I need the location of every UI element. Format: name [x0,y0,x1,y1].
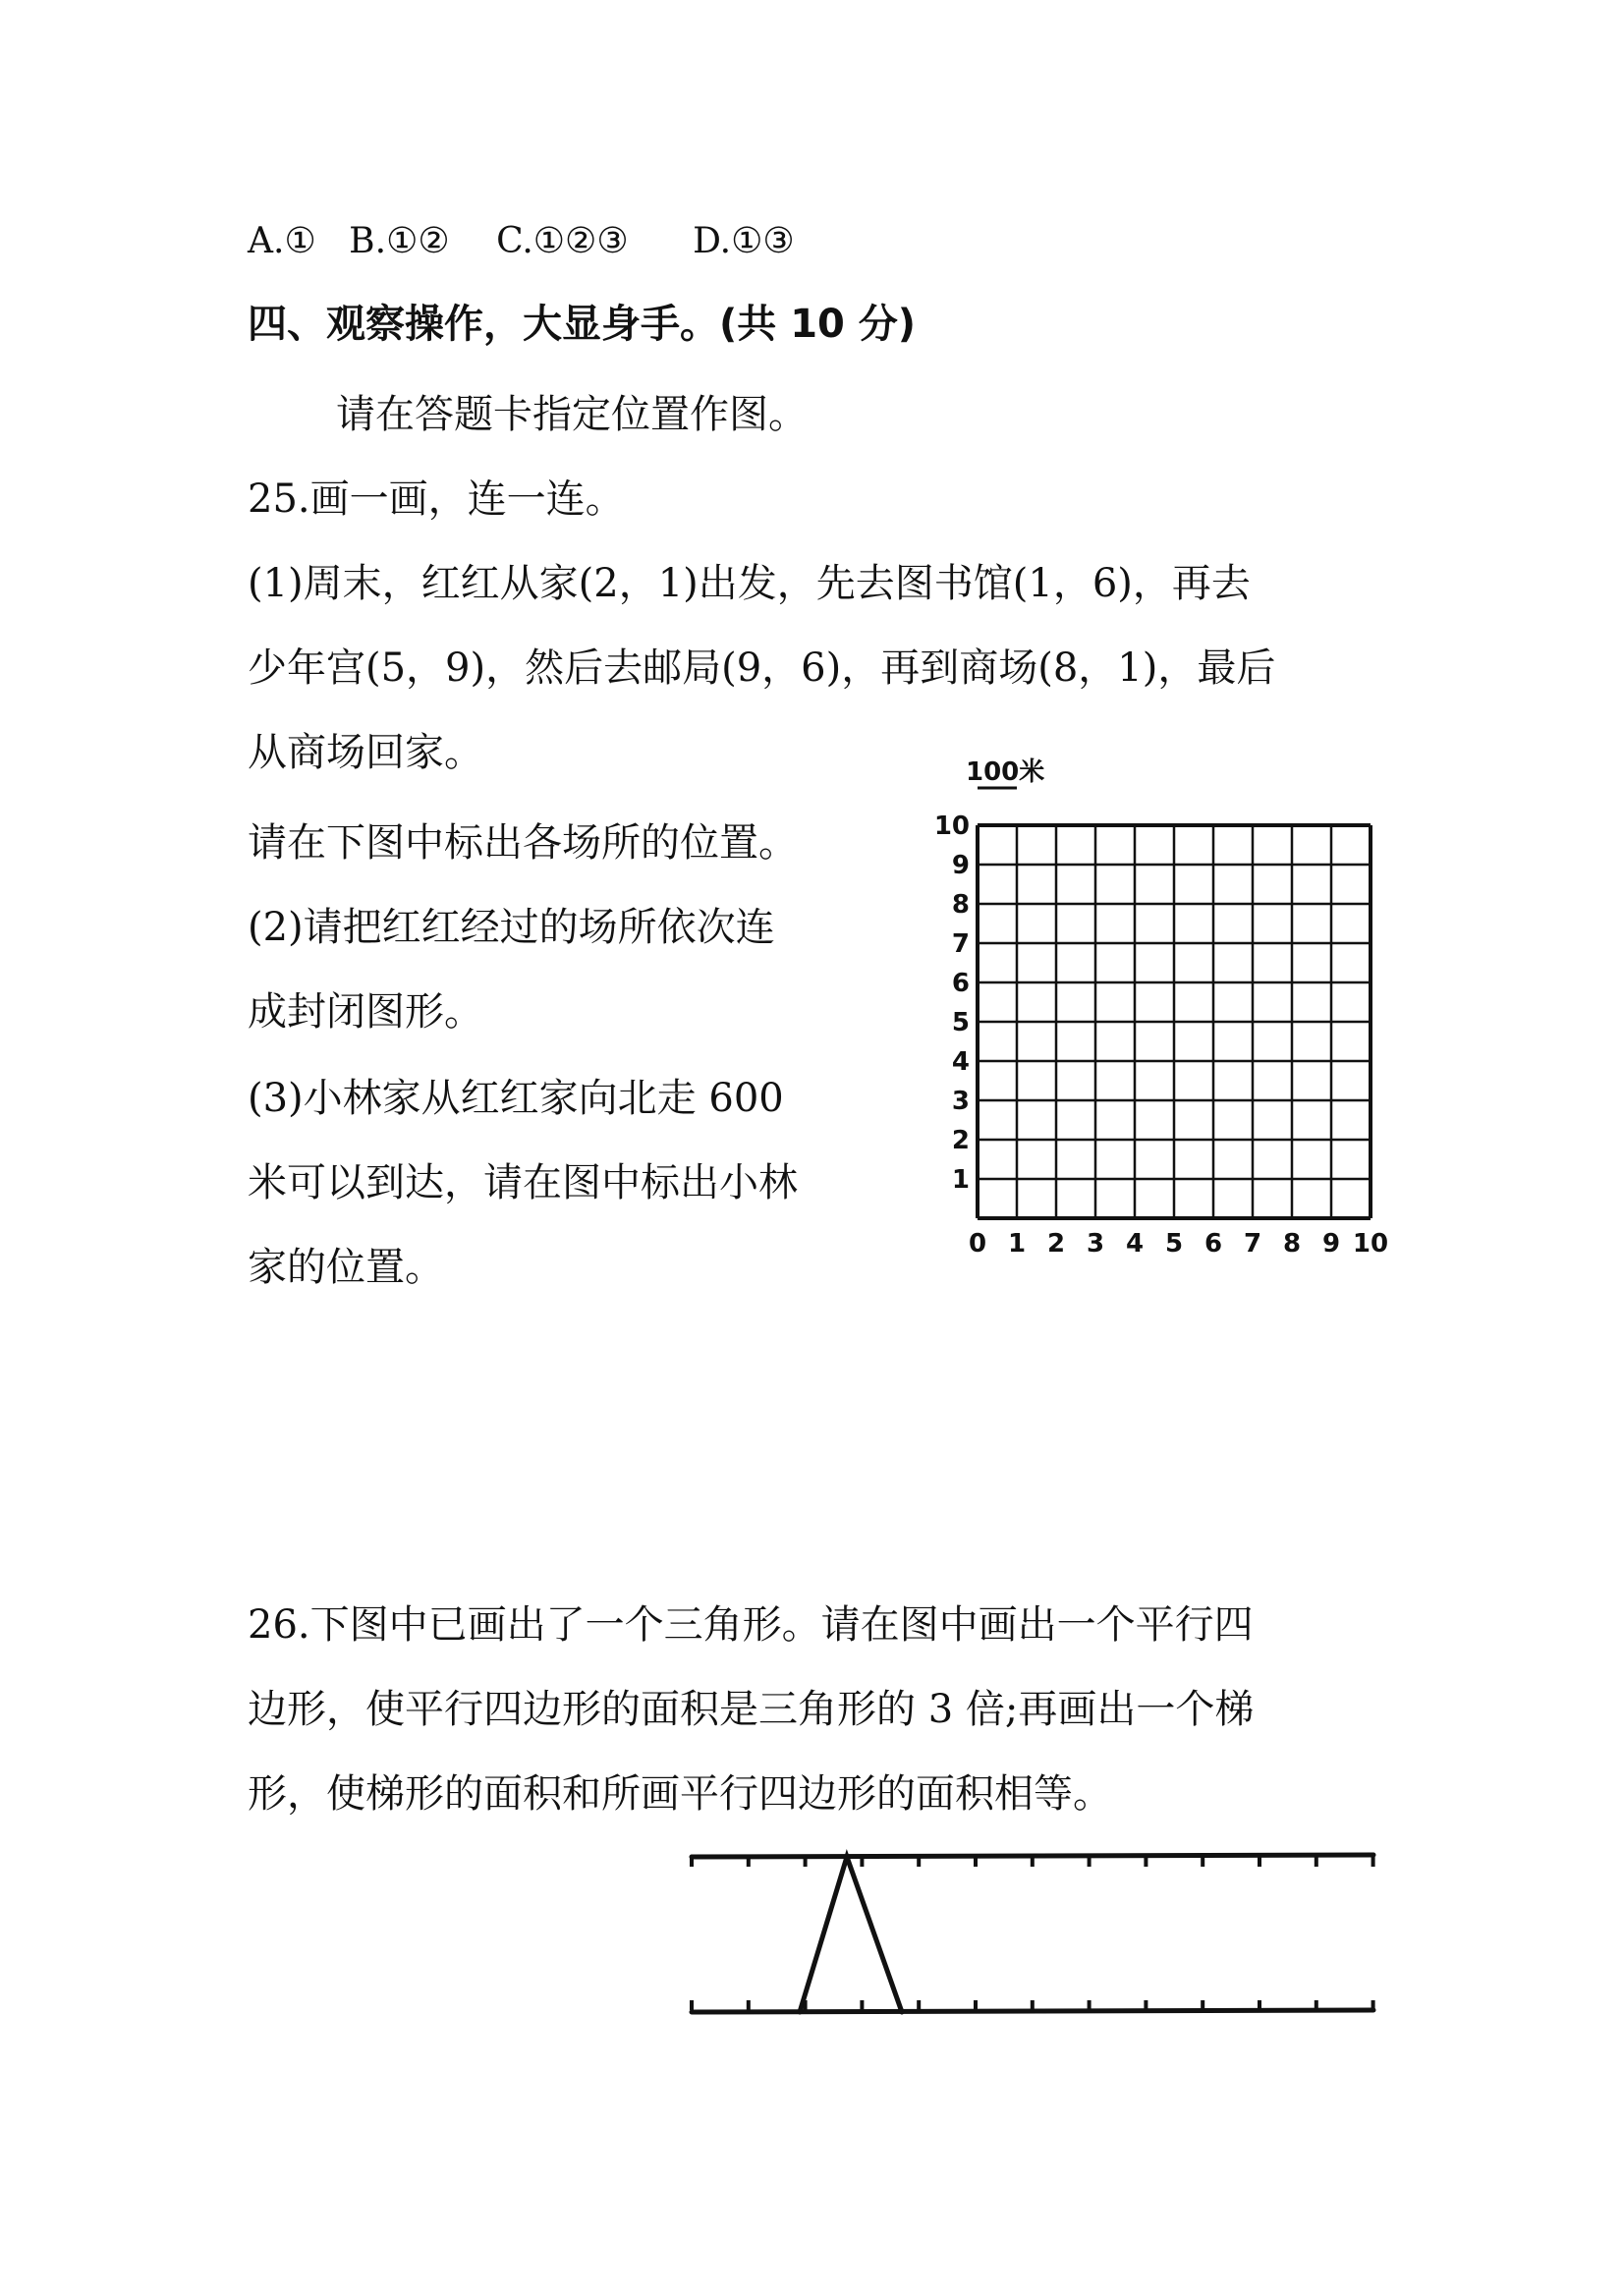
grid-y-tick-label: 10 [933,812,970,841]
grid-x-tick-label: 6 [1203,1229,1223,1259]
grid-scale-label: 100米 [966,757,1045,787]
q26-line3: 形，使梯形的面积和所画平行四边形的面积相等。 [248,1771,1112,1817]
grid-y-tick-label: 2 [951,1126,970,1155]
q25-part3-line2: 米可以到达，请在图中标出小林 [248,1160,798,1205]
grid-x-tick-label: 1 [1007,1229,1027,1259]
grid-x-tick-label: 2 [1046,1229,1066,1259]
q25-part3-line3: 家的位置。 [248,1245,444,1290]
grid-y-tick-label: 1 [951,1165,970,1195]
option-a: A.① [248,221,316,261]
q26-line1: 26.下图中已画出了一个三角形。请在图中画出一个平行四 [248,1602,1254,1648]
answer-options [248,214,795,269]
q25-part1-line3: 从商场回家。 [248,730,483,775]
grid-y-tick-label: 3 [951,1087,970,1116]
grid-y-tick-label: 8 [951,890,970,920]
q25-title: 25.画一画，连一连。 [248,476,625,522]
q25-part1-line4: 请在下图中标出各场所的位置。 [248,820,798,866]
grid-y-tick-label: 7 [951,929,970,959]
grid-y-tick-label: 6 [951,969,970,998]
section-heading: 四、观察操作，大显身手。(共 10 分) [248,302,917,347]
grid-y-tick-label: 4 [951,1047,970,1077]
option-b: B.①② [349,221,450,261]
grid-y-tick-label: 9 [951,851,970,880]
grid-x-tick-label: 8 [1282,1229,1302,1259]
grid-x-tick-label: 3 [1086,1229,1105,1259]
grid-x-tick-label: 5 [1164,1229,1184,1259]
q25-part2-line1: (2)请把红红经过的场所依次连 [248,905,775,950]
grid-x-tick-label: 0 [968,1229,987,1259]
top-parallel-line [692,1855,1373,1857]
q25-part1-line2: 少年宫(5，9)，然后去邮局(9，6)，再到商场(8，1)，最后 [248,645,1276,691]
coordinate-grid [928,747,1400,1297]
bottom-parallel-line [692,2010,1373,2012]
grid-x-tick-label: 4 [1125,1229,1145,1259]
given-triangle [800,1857,902,2012]
grid-x-tick-label: 10 [1352,1229,1389,1259]
q25-part3-line1: (3)小林家从红红家向北走 600 [248,1076,784,1121]
grid-x-tick-label: 9 [1321,1229,1341,1259]
option-d: D.①③ [693,221,795,261]
option-c: C.①②③ [496,221,629,261]
grid-y-tick-label: 5 [951,1008,970,1037]
grid-x-tick-label: 7 [1243,1229,1262,1259]
section-instruction: 请在答题卡指定位置作图。 [336,392,808,437]
q25-part1-line1: (1)周末，红红从家(2，1)出发，先去图书馆(1，6)，再去 [248,561,1251,606]
q25-part2-line2: 成封闭图形。 [248,989,483,1035]
q26-line2: 边形，使平行四边形的面积是三角形的 3 倍;再画出一个梯 [248,1687,1255,1732]
parallel-lines-figure [678,1827,1385,2024]
